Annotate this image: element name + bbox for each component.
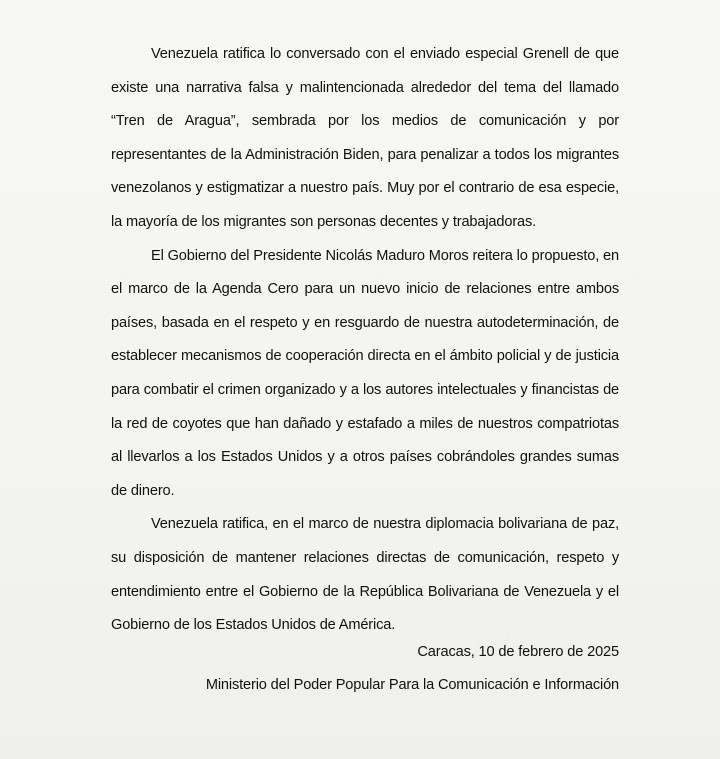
place-date-line: Caracas, 10 de febrero de 2025 — [417, 644, 619, 660]
paragraph-3: Venezuela ratifica, en el marco de nuestra diplomacia bolivariana de paz, su disposición de mantener relaciones directas de comunicación, respeto y entendimiento entre el Gobierno de la República Bolivariana de Venezuela y el Gobierno de los Estados Unidos de América. — [111, 516, 619, 634]
paragraph-2: El Gobierno del Presidente Nicolás Maduro Moros reitera lo propuesto, en el marco de la Agenda Cero para un nuevo inicio de relaciones entre ambos países, basada en el respeto y en resguardo de nuestra autodeterminación, de establecer mecanismos de cooperación directa en el ámbito policial y de justicia para combatir el crimen organizado y a los autores intelectuales y financistas de la red de coyotes que han dañado y estafado a miles de nuestros compatriotas al llevarlos a los Estados Unidos y a otros países cobrándoles grandes sumas de dinero. — [111, 247, 619, 499]
paragraph-1: Venezuela ratifica lo conversado con el enviado especial Grenell de que existe una narrativa falsa y malintencionada alrededor del tema del llamado “Tren de Aragua”, sembrada por los medios de comunicación y por representantes de la Administración Biden, para penalizar a todos los migrantes venezolanos y estigmatizar a nuestro país. Muy por el contrario de esa especie, la mayoría de los migrantes son personas decentes y trabajadoras. — [111, 46, 619, 230]
signatory-line: Ministerio del Poder Popular Para la Comunicación e Información — [205, 677, 619, 693]
communique-body — [111, 38, 619, 643]
